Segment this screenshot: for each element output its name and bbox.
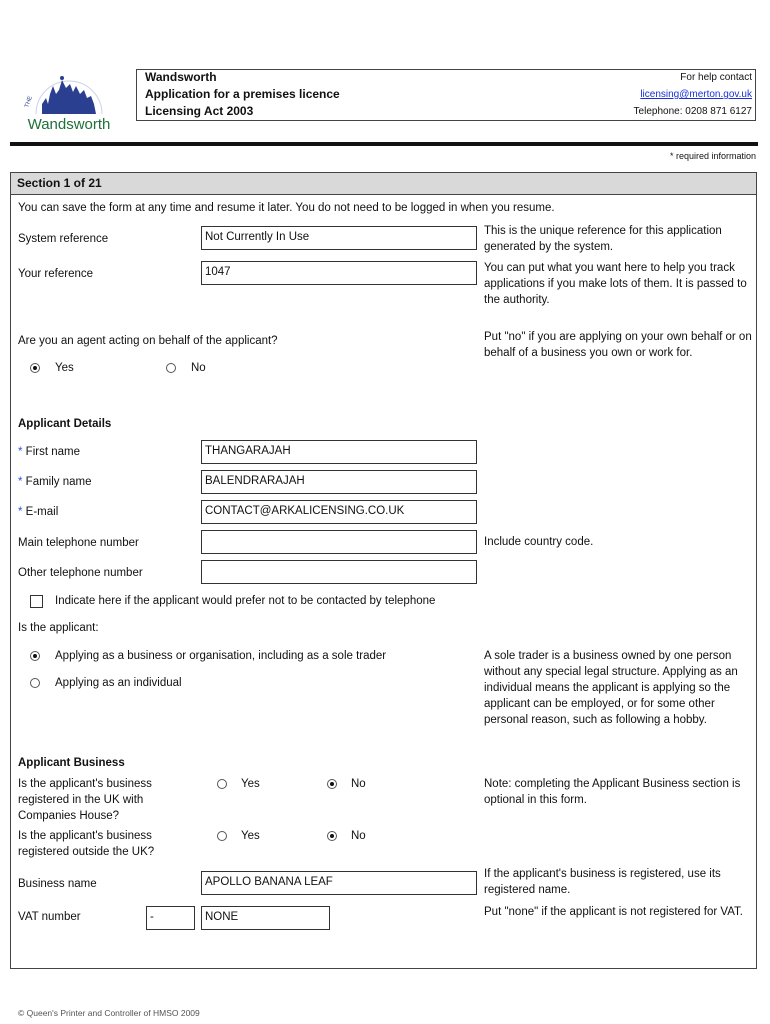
applicant-business-label: Applying as a business or organisation, including as a sole trader — [55, 650, 387, 662]
no-phone-label: Indicate here if the applicant would prefer not to be contacted by telephone — [55, 595, 436, 607]
applicant-business-radio[interactable] — [30, 651, 40, 661]
section-title: Section 1 of 21 — [10, 172, 757, 195]
business-name-label: Business name — [18, 878, 97, 890]
required-note: * required information — [669, 151, 756, 161]
vat-prefix-field[interactable]: - — [146, 906, 195, 930]
applicant-details-heading: Applicant Details — [18, 418, 112, 430]
system-reference-field[interactable]: Not Currently In Use — [201, 226, 477, 250]
outside-uk-no-radio[interactable] — [327, 831, 337, 841]
uk-registered-no-label: No — [351, 778, 366, 790]
business-name-help: If the applicant's business is registered, use its registered name. — [484, 868, 721, 896]
outside-uk-question: Is the applicant's business registered outside the UK? — [18, 830, 155, 858]
agent-question: Are you an agent acting on behalf of the applicant? — [18, 335, 278, 347]
applicant-type-help: A sole trader is a business owned by one person without any special legal structure. Applying as an individual means the applicant is applying so the applicant can be employed, or for some other personal reason, such as following a hobby. — [484, 650, 738, 726]
applicant-individual-label: Applying as an individual — [55, 677, 182, 689]
vat-help: Put "none" if the applicant is not registered for VAT. — [484, 906, 743, 918]
email-field[interactable]: CONTACT@ARKALICENSING.CO.UK — [201, 500, 477, 524]
uk-registered-yes-radio[interactable] — [217, 779, 227, 789]
main-phone-field[interactable] — [201, 530, 477, 554]
help-email-link[interactable]: licensing@merton.gov.uk — [640, 89, 752, 100]
family-name-label: * Family name — [18, 476, 92, 488]
your-reference-label: Your reference — [18, 268, 94, 280]
agent-no-radio[interactable] — [166, 363, 176, 373]
intro-text: You can save the form at any time and resume it later. You do not need to be logged in when you resume. — [18, 202, 555, 214]
applicant-type-question: Is the applicant: — [18, 622, 99, 634]
vat-label: VAT number — [18, 911, 81, 923]
applicant-business-heading: Applicant Business — [18, 757, 125, 769]
business-name-field[interactable]: APOLLO BANANA LEAF — [201, 871, 477, 895]
main-phone-label: Main telephone number — [18, 537, 139, 549]
applicant-individual-radio[interactable] — [30, 678, 40, 688]
other-phone-field[interactable] — [201, 560, 477, 584]
logo-wordmark: Wandsworth — [27, 116, 111, 133]
outside-uk-no-label: No — [351, 830, 366, 842]
family-name-field[interactable]: BALENDRARAJAH — [201, 470, 477, 494]
help-telephone: Telephone: 0208 871 6127 — [633, 106, 752, 117]
agent-no-label: No — [191, 362, 206, 374]
agent-yes-radio[interactable] — [30, 363, 40, 373]
outside-uk-yes-label: Yes — [241, 830, 260, 842]
outside-uk-yes-radio[interactable] — [217, 831, 227, 841]
agent-yes-label: Yes — [55, 362, 74, 374]
your-reference-help: You can put what you want here to help you track applications if you make lots of them. It is passed to the authority. — [484, 262, 747, 306]
header-rule — [10, 142, 758, 146]
system-reference-label: System reference — [18, 233, 109, 245]
wandsworth-logo — [14, 64, 124, 136]
no-phone-checkbox[interactable] — [30, 595, 43, 608]
uk-registered-no-radio[interactable] — [327, 779, 337, 789]
uk-registered-question: Is the applicant's business registered in the UK with Companies House? — [18, 778, 152, 822]
your-reference-field[interactable]: 1047 — [201, 261, 477, 285]
act-name: Licensing Act 2003 — [145, 104, 254, 118]
business-note: Note: completing the Applicant Business section is optional in this form. — [484, 778, 741, 806]
vat-number-field[interactable]: NONE — [201, 906, 330, 930]
copyright-footer: © Queen's Printer and Controller of HMSO 2009 — [18, 1008, 200, 1018]
email-label: * E-mail — [18, 506, 59, 518]
first-name-label: * First name — [18, 446, 80, 458]
main-phone-help: Include country code. — [484, 536, 594, 548]
uk-registered-yes-label: Yes — [241, 778, 260, 790]
help-label: For help contact — [680, 72, 752, 83]
system-reference-help: This is the unique reference for this application generated by the system. — [484, 225, 722, 253]
svg-text:THE: THE — [24, 95, 34, 109]
other-phone-label: Other telephone number — [18, 567, 143, 579]
council-name: Wandsworth — [145, 70, 217, 84]
first-name-field[interactable]: THANGARAJAH — [201, 440, 477, 464]
agent-help: Put "no" if you are applying on your own behalf or on behalf of a business you own or work for. — [484, 331, 752, 359]
form-title: Application for a premises licence — [145, 87, 340, 101]
